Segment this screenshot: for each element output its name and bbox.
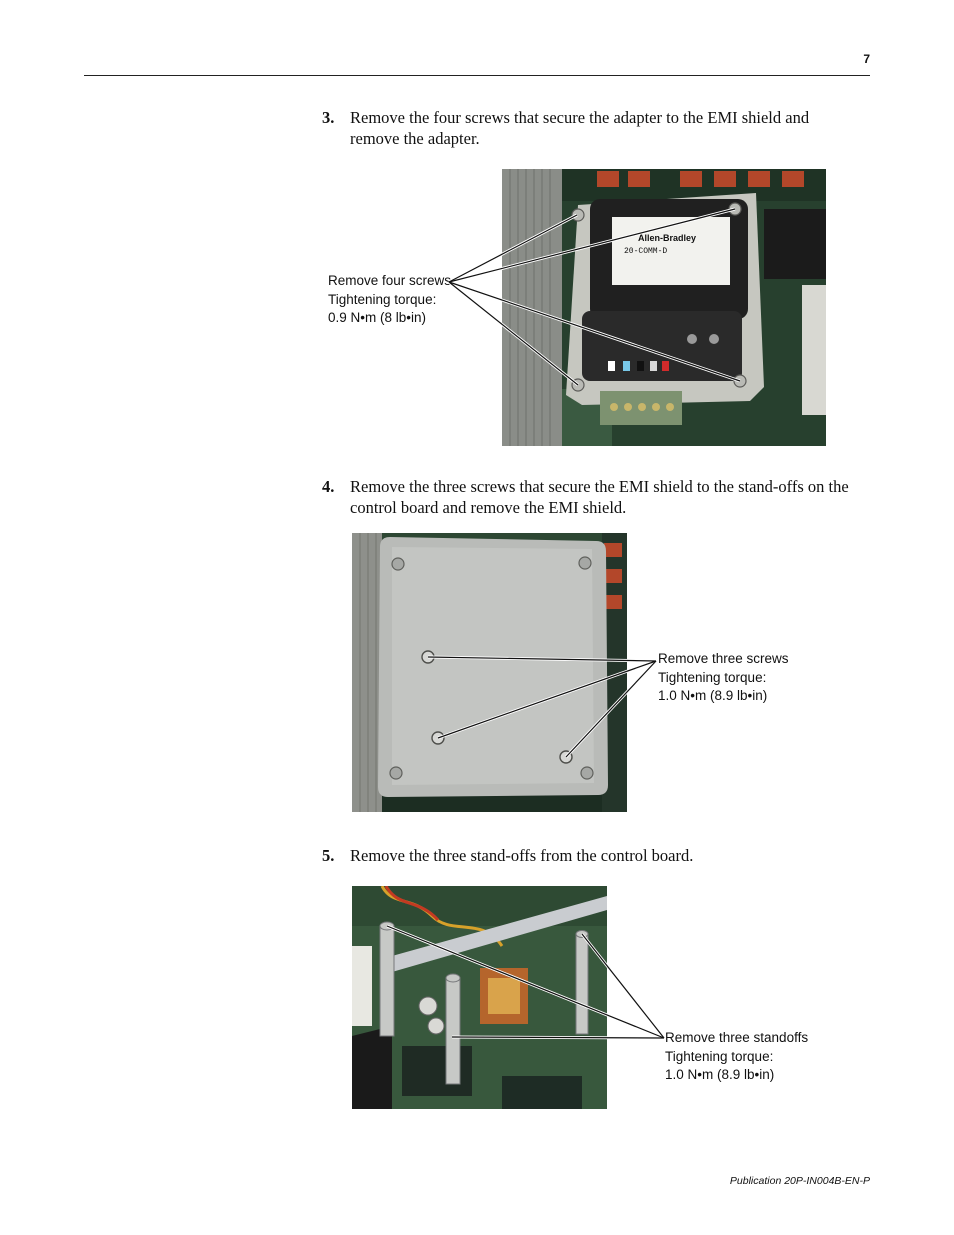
callout-line: Remove four screws — [328, 273, 452, 288]
page-number: 7 — [863, 52, 870, 66]
callout-line: Tightening torque: — [665, 1048, 774, 1064]
callout-line: Tightening torque: — [658, 669, 767, 685]
step-number: 3. — [322, 108, 335, 127]
adapter-model-label: 20-COMM-D — [624, 247, 668, 256]
step-text-line: remove the adapter. — [350, 129, 480, 148]
callout-step-3 — [328, 272, 451, 328]
adapter-photo — [502, 169, 826, 446]
header-rule — [84, 75, 870, 76]
step-text — [350, 107, 809, 149]
callout-line: Tightening torque: — [328, 291, 437, 307]
step-text — [350, 845, 693, 866]
callout-step-5 — [665, 1029, 808, 1085]
adapter-brand-label: Allen-Bradley — [638, 233, 697, 243]
standoffs-photo — [352, 886, 607, 1109]
step-text-line: Remove the three screws that secure the EMI shield to the stand-offs on the — [350, 477, 849, 496]
step-text-line: control board and remove the EMI shield. — [350, 498, 627, 517]
step-number: 4. — [322, 477, 335, 496]
callout-line: Remove three screws — [658, 651, 789, 666]
callout-step-4 — [658, 650, 789, 706]
emi-shield-photo — [352, 533, 627, 812]
step-number: 5. — [322, 846, 335, 865]
callout-line: 0.9 N•m (8 lb•in) — [328, 310, 426, 325]
callout-line: 1.0 N•m (8.9 lb•in) — [658, 688, 768, 703]
step-text-line: Remove the three stand-offs from the control board. — [350, 846, 694, 865]
step-text — [350, 476, 849, 518]
callout-line: Remove three standoffs — [665, 1030, 809, 1045]
footer-publication: Publication 20P-IN004B-EN-P — [729, 1175, 870, 1187]
callout-line: 1.0 N•m (8.9 lb•in) — [665, 1067, 775, 1082]
step-text-line: Remove the four screws that secure the adapter to the EMI shield and — [350, 108, 810, 127]
